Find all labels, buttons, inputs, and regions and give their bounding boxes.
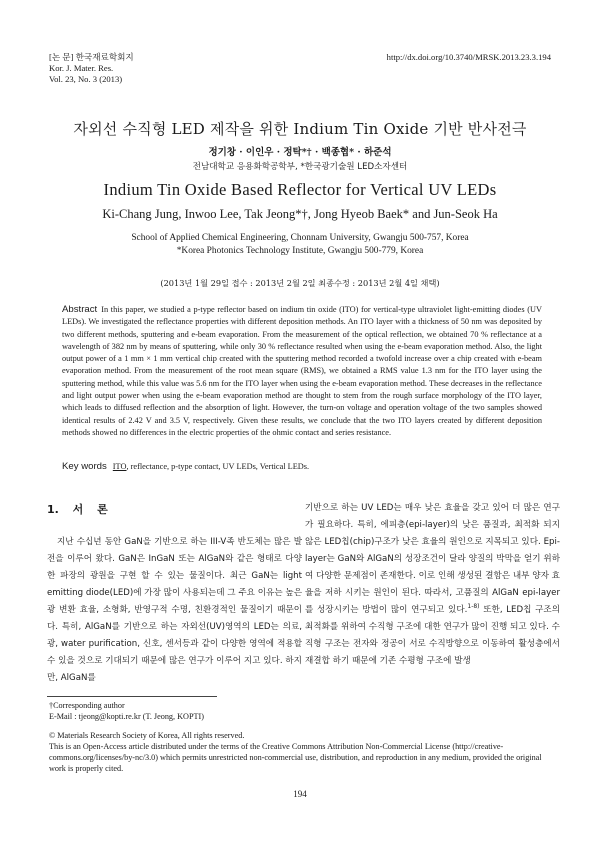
paragraph-introduction-right (305, 500, 560, 670)
abstract-text: In this paper, we studied a p-type reflector based on indium tin oxide (ITO) for vertical-type ultraviolet light-emitting diodes (UV LEDs). We investigated the reflectance properties with different deposition methods. An ITO layer with a thickness of 50 nm was deposited by two different methods, sputtering and e-beam evaporation. From the measurement of the optical reflection, we obtained 70 % reflectance at a wavelength of 382 nm by means of sputtering, while only 30 % reflectance resulted when using the e-beam evaporation method. Also, the light output power of a 1 mm × 1 mm vertical chip created with the sputtering method recorded a twofold increase over a chip created with e-beam evaporation method. From the measurement of the root mean square (RMS), we obtained a RMS value 1.3 nm for the ITO layer using the sputtering method, while this value was 5.6 nm for the ITO layer when using the e-beam evaporation method. These decreases in the reflectance and light output power when using the e-beam evaporation method are thought to stem from the rough surface morphology of the ITO layer, which leads to diffused reflection and the absorption of light. However, the turn-on voltage and operation voltage of the two samples showed identical results of 2.42 V and 3.5 V, respectively. Given these results, we conclude that the two ITO layers created by different deposition methods showed no differences in the electric properties of the ohmic contact and series resistance. (62, 305, 542, 437)
journal-name-en: Kor. J. Mater. Res. (49, 63, 114, 73)
page-number: 194 (293, 789, 307, 799)
submission-dates: (2013년 1월 29일 접수 : 2013년 2월 2일 최종수정 : 2013년 2월 4일 채택) (160, 278, 440, 288)
body-column-left (47, 501, 302, 687)
corresponding-author: †Corresponding author (49, 701, 125, 710)
abstract (62, 304, 542, 439)
doi-link[interactable]: http://dx.doi.org/10.3740/MRSK.2013.23.3.194 (386, 52, 551, 62)
author-email: E-Mail : tjeong@kopti.re.kr (T. Jeong, KOPTI) (49, 712, 204, 721)
keyword-ito: ITO (112, 462, 127, 471)
footnote-spacer (49, 722, 554, 730)
authors-korean: 정기창 · 이인우 · 정탁*† · 백종협* · 하준석 (208, 147, 392, 158)
abstract-label: Abstract (62, 304, 98, 315)
affiliation-english-2: *Korea Photonics Technology Institute, Gwangju 500-779, Korea (176, 245, 424, 256)
authors-english: Ki-Chang Jung, Inwoo Lee, Tak Jeong*†, Jong Hyeob Baek* and Jun-Seok Ha (102, 207, 498, 221)
affiliation-english (0, 232, 600, 257)
paragraph-right-part-b: 또한, LED칩 구조의 최적화를 위하여 수직형 구조에 대한 연구가 많이 진행 되고 있다. 수직형 구조는 전자와 정공이 서로 수직방향으로 이동하여 활성층에서 재결합 하기 때문에 기존 수평형 구조에 발생 (305, 605, 560, 666)
journal-name-ko: [논 문] 한국재료학회지 (49, 52, 134, 62)
affiliation-english-1: School of Applied Chemical Engineering, Chonnam University, Gwangju 500-757, Korea (131, 233, 469, 243)
footnotes (49, 700, 554, 774)
journal-header (49, 52, 134, 85)
paragraph-right-part-a: 기반으로 하는 UV LED는 매우 낮은 효율을 갖고 있어 더 많은 연구가 필요하다. 특히, 에피층(epi-layer)의 낮은 품질과, 최적화 되지 않은 LED칩(chip)구조가 낮은 효율의 원인으로 지목되고 있다. Epi-layer는 GaN와 AlGaN의 성장조건이 달라 양질의 박막을 얻기 위하여 다양한 문제점이 존재한다. 이로 인해 생성된 결함은 내부 양자 효율을 저하 시키는 원인이 된다. 따라서, 고품질의 AlGaN epi-layer를 성장시키는 방법이 많이 연구되고 있다. (305, 503, 560, 615)
title-korean: 자외선 수직형 LED 제작을 위한 Indium Tin Oxide 기반 반사전극 (73, 120, 527, 138)
section-heading-introduction: 1. 서 론 (47, 503, 108, 516)
title-english: Indium Tin Oxide Based Reflector for Vertical UV LEDs (103, 180, 497, 199)
citation-ref: 1-8) (467, 603, 480, 611)
keywords-label: Key words (62, 461, 107, 472)
footnote-divider (47, 696, 217, 697)
paragraph-introduction-left: 지난 수십년 동안 GaN을 기반으로 하는 III-V족 반도체는 많은 발전을 이루어 왔다. GaN은 InGaN 또는 AlGaN와 같은 형태로 다양한 파장의 광원을 구현 할 수 있는 물질이다. 최근 GaN는 light emitting diode(LED)에 가장 많이 사용되는데 그 주요 이유는 높은 광 변환 효율, 소형화, 반영구적 수명, 친환경적인 물질이기 때문이다. 특히, AlGaN를 기반으로 하는 자외선(UV)영역의 LED는 의료, 광, water purification, 신호, 센서등과 같이 다양한 영역에 적용할 수 있을 것으로 기대되기 때문에 많은 연구가 이루어 지고 있다. 하지만, AlGaN를 (47, 537, 302, 683)
copyright-notice: © Materials Research Society of Korea, All rights reserved. (49, 731, 245, 740)
keywords-list: , reflectance, p-type contact, UV LEDs, Vertical LEDs. (126, 462, 310, 471)
keywords (62, 461, 542, 472)
license-notice: This is an Open-Access article distributed under the terms of the Creative Commons Attribution Non-Commercial License (http://creative-commons.org/licenses/by-nc/3.0) which permits unrestricted non-commercial use, distribution, and reproduction in any medium, provided the original work is properly cited. (49, 742, 542, 773)
journal-volume: Vol. 23, No. 3 (2013) (49, 74, 123, 84)
body-column-right (305, 500, 560, 670)
affiliation-korean: 전남대학교 응용화학공학부, *한국광기술원 LED소자센터 (192, 162, 408, 172)
